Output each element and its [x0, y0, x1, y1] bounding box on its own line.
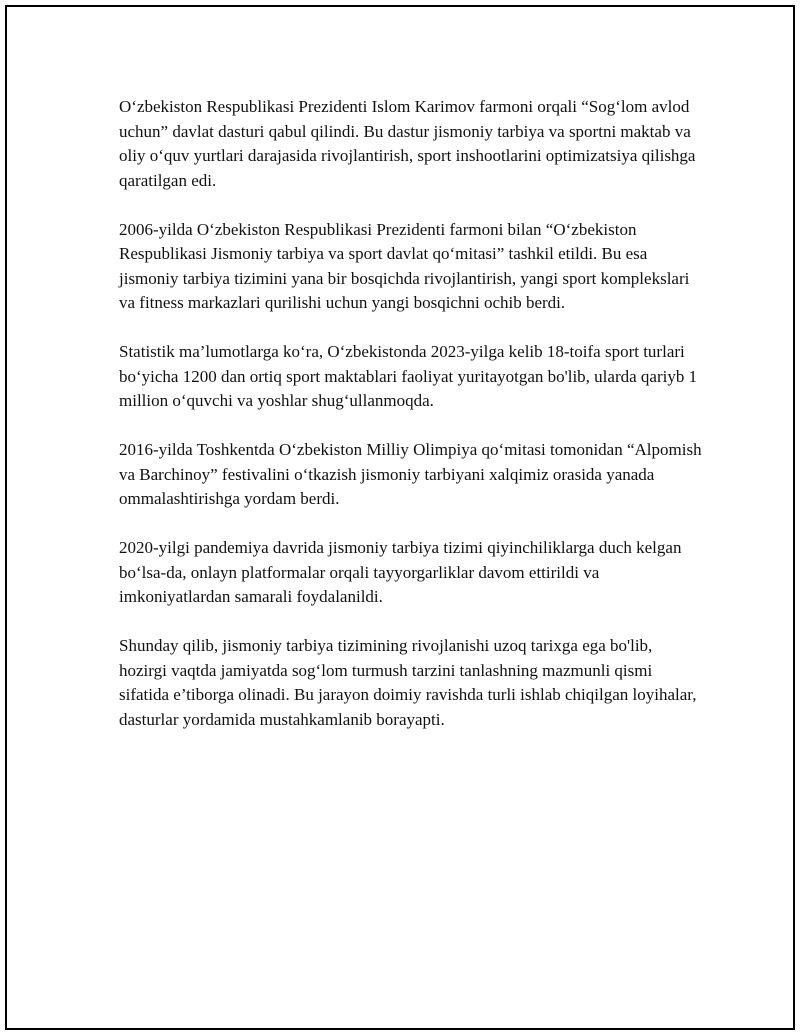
paragraph-festival-2016: 2016-yilda Toshkentda O‘zbekiston Milliy Olimpiya qo‘mitasi tomonidan “Alpomish va Barchinoy” festivalini o‘tkazish jismoniy tarbiyani xalqimiz orasida yanada ommalashtirishga yordam berdi.: [119, 440, 702, 508]
paragraph-karimov-decree: O‘zbekiston Respublikasi Prezidenti Islom Karimov farmoni orqali “Sog‘lom avlod uchun” davlat dasturi qabul qilindi. Bu dastur jismoniy tarbiya va sportni maktab va oliy o‘quv yurtlari darajasida rivojlantirish, sport inshootlarini optimizatsiya qilishga qaratilgan edi.: [119, 97, 696, 190]
document-page: [5, 5, 795, 1030]
paragraph-conclusion: Shunday qilib, jismoniy tarbiya tizimining rivojlanishi uzoq tarixga ega bo'lib, hozirgi vaqtda jamiyatda sog‘lom turmush tarzini tanlashning mazmunli qismi sifatida e’tiborga olinadi. Bu jarayon doimiy ravishda turli ishlab chiqilgan loyihalar, dasturlar yordamida mustahkamlanib borayapti.: [119, 636, 697, 729]
paragraph-statistics-2023: Statistik ma’lumotlarga ko‘ra, O‘zbekistonda 2023-yilga kelib 18-toifa sport turlari bo‘yicha 1200 dan ortiq sport maktablari faoliyat yuritayotgan bo'lib, ularda qariyb 1 million o‘quvchi va yoshlar shug‘ullanmoqda.: [119, 342, 698, 410]
paragraph-state-committee-2006: 2006-yilda O‘zbekiston Respublikasi Prezidenti farmoni bilan “O‘zbekiston Respublikasi Jismoniy tarbiya va sport davlat qo‘mitasi” tashkil etildi. Bu esa jismoniy tarbiya tizimini yana bir bosqichda rivojlantirish, yangi sport komplekslari va fitness markazlari qurilishi uchun yangi bosqichni ochib berdi.: [119, 219, 690, 312]
document-body: [119, 95, 704, 757]
paragraph-pandemic-2020: 2020-yilgi pandemiya davrida jismoniy tarbiya tizimi qiyinchiliklarga duch kelgan bo‘lsa-da, onlayn platformalar orqali tayyorgarliklar davom ettirildi va imkoniyatlardan samarali foydalanildi.: [119, 538, 682, 606]
